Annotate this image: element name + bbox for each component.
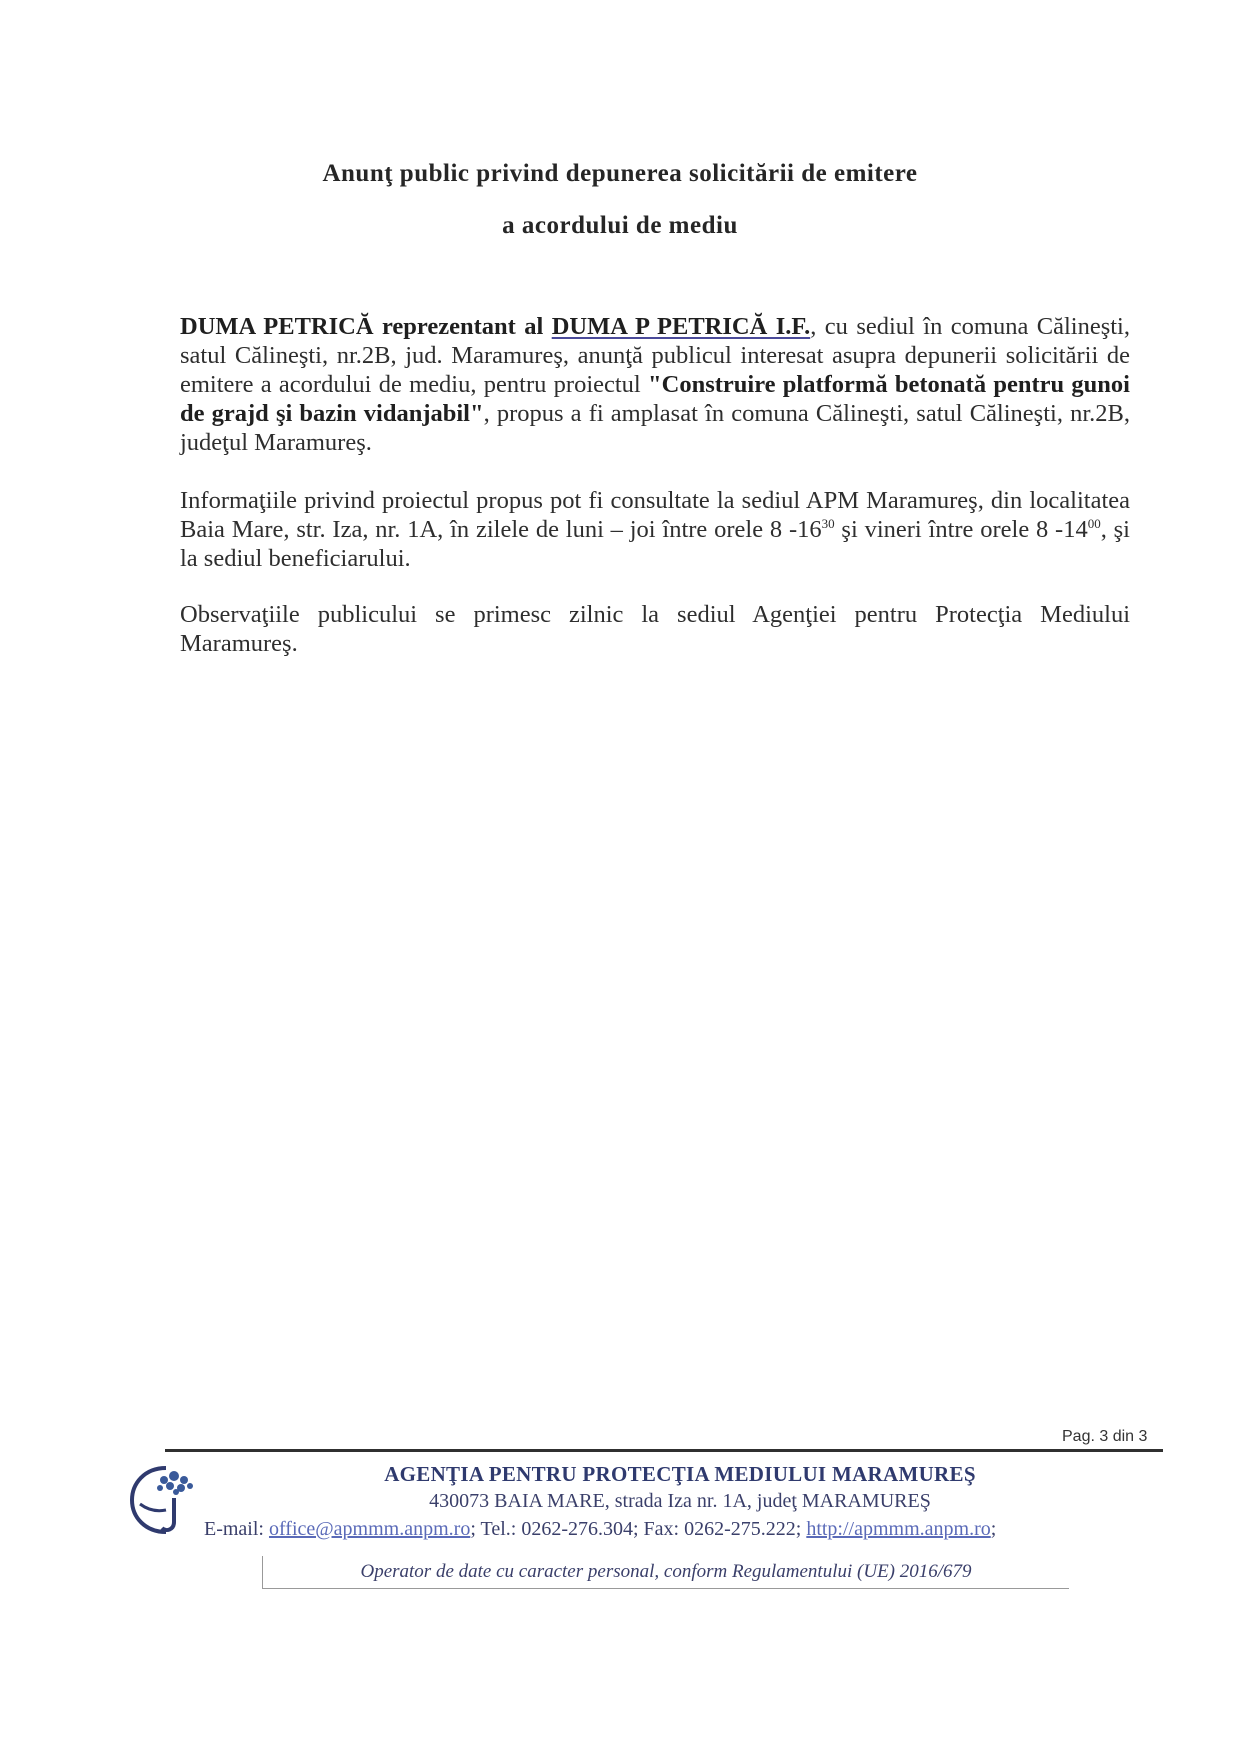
- paragraph-consultation: [180, 486, 1130, 573]
- notice-title-line2: a acordului de mediu: [502, 212, 738, 239]
- website-link[interactable]: http://apmmm.anpm.ro: [806, 1518, 991, 1540]
- footer-divider: [165, 1449, 1163, 1452]
- paragraph-observations: Observaţiile publicului se primesc zilnic la sediul Agenţiei pentru Protecţia Mediului Maramureş.: [180, 601, 1130, 657]
- email-link[interactable]: office@apmmm.anpm.ro: [268, 1518, 471, 1540]
- paragraph-applicant: [180, 312, 1130, 457]
- hours-sup-1: 30: [821, 516, 835, 531]
- applicant-name: DUMA PETRICĂ: [180, 313, 374, 340]
- project-name: "Construire platformă betonată pentru gunoi de grajd şi bazin vidanjabil": [180, 371, 1130, 427]
- website-suffix: ;: [990, 1518, 997, 1540]
- agency-tree-logo-icon: [126, 1460, 206, 1538]
- footer-agency-name: AGENŢIA PENTRU PROTECŢIA MEDIULUI MARAMUREŞ: [384, 1462, 976, 1486]
- consultation-text: Informaţiile privind proiectul propus pot fi consultate la sediul APM Maramureş, din localitatea Baia Mare, str. Iza, nr. 1A, în zilele de luni – joi între orele 8 -16: [180, 487, 1130, 543]
- footer-operator-note: Operator de date cu caracter personal, conform Regulamentului (UE) 2016/679: [262, 1556, 1069, 1589]
- applicant-role: reprezentant al: [373, 313, 552, 340]
- notice-title-line1: Anunţ public privind depunerea solicitării de emitere: [322, 160, 918, 187]
- page-number: Pag. 3 din 3: [1062, 1428, 1148, 1445]
- footer-address: 430073 BAIA MARE, strada Iza nr. 1A, judeţ MARAMUREŞ: [429, 1490, 931, 1512]
- hours-sup-2: 00: [1087, 516, 1101, 531]
- footer-contact: [204, 1518, 1124, 1541]
- consultation-text-3: , şi la sediul beneficiarului.: [180, 516, 1130, 572]
- project-location-text: , propus a fi amplasat în comuna Călineşti, satul Călineşti, nr.2B, judeţul Maramureş.: [180, 400, 1130, 456]
- phone-fax: ; Tel.: 0262-276.304; Fax: 0262-275.222;: [470, 1518, 807, 1540]
- consultation-text-2: şi vineri între orele 8 -14: [834, 516, 1088, 543]
- company-name: DUMA P PETRICĂ I.F.: [551, 313, 811, 340]
- email-label: E-mail:: [204, 1518, 269, 1540]
- applicant-address-text: , cu sediul în comuna Călineşti, satul Călineşti, nr.2B, jud. Maramureş, anunţă publicul interesat asupra depunerii solicitării de emitere a acordului de mediu, pentru proiectul: [180, 313, 1130, 398]
